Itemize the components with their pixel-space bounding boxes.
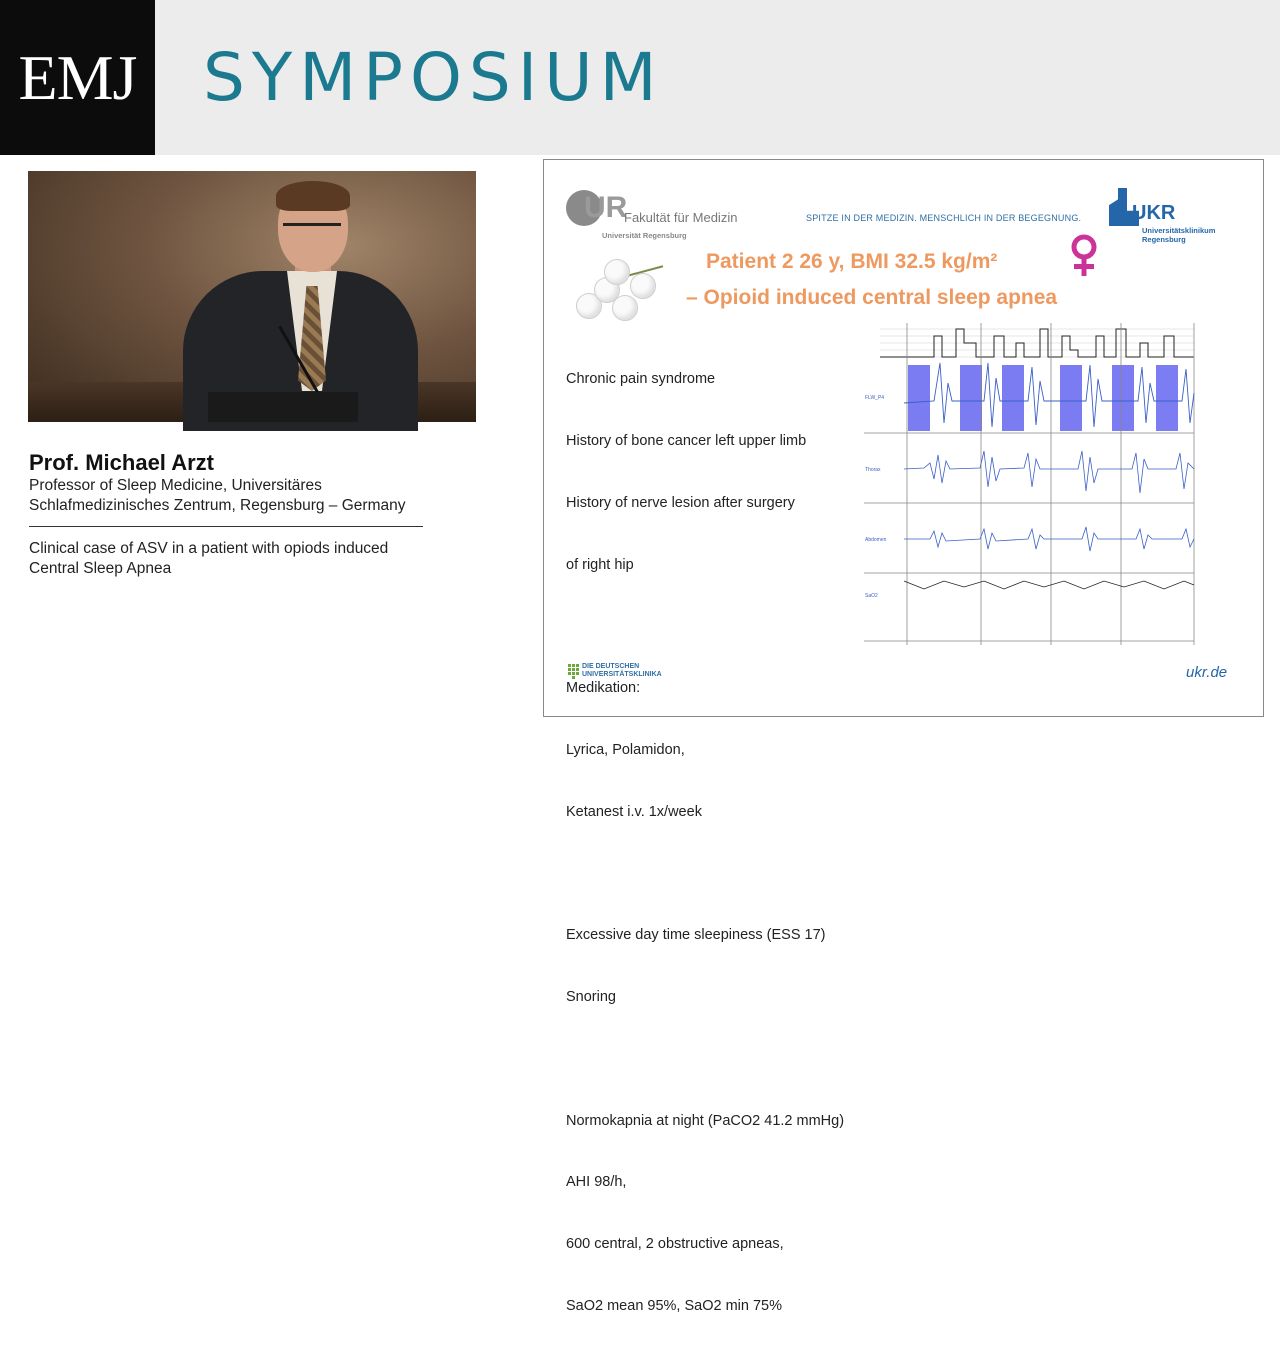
speaker-role-line: Professor of Sleep Medicine, Universitäres <box>29 477 322 494</box>
speaker-glasses <box>283 223 341 238</box>
faculty-label: Fakultät für Medizin <box>624 210 738 225</box>
apnea-marker <box>908 365 930 431</box>
podium <box>208 392 358 422</box>
orchid-petal <box>604 259 630 285</box>
footer-line: DIE DEUTSCHEN <box>582 663 640 670</box>
speaker-name: Prof. Michael Arzt <box>29 450 214 475</box>
university-label: Universität Regensburg <box>602 231 687 240</box>
detail-line: AHI 98/h, <box>566 1174 627 1191</box>
detail-line: Chronic pain syndrome <box>566 371 716 388</box>
slide-title-line2: – Opioid induced central sleep apnea <box>686 286 1058 309</box>
ukr-url: ukr.de <box>1186 664 1228 681</box>
universitaetsklinika-label <box>582 663 662 679</box>
speaker-role-line: Schlafmedizinisches Zentrum, Regensburg – Germany <box>29 497 406 514</box>
flow-channel-label: FLW_P4 <box>865 395 885 401</box>
speaker-hair <box>276 181 350 211</box>
female-symbol-icon <box>1068 234 1100 278</box>
speaker-role <box>29 476 405 516</box>
detail-line: of right hip <box>566 556 634 573</box>
footer-line: UNIVERSITÄTSKLINIKA <box>582 671 662 678</box>
detail-line <box>566 1049 844 1070</box>
detail-line: Snoring <box>566 989 616 1005</box>
detail-line <box>566 616 844 637</box>
thorax-channel-label: Thorax <box>865 467 881 473</box>
ukr-logo-subtitle <box>1142 226 1215 244</box>
detail-line: Lyrica, Polamidon, <box>566 741 685 758</box>
detail-line: SaO2 mean 95%, SaO2 min 75% <box>566 1297 783 1314</box>
talk-title-line: Central Sleep Apnea <box>29 560 172 577</box>
orchid-petal <box>630 273 656 299</box>
detail-line: History of nerve lesion after surgery <box>566 494 795 511</box>
polysomnography-chart <box>864 323 1194 645</box>
sao2-channel-label: SaO2 <box>865 593 878 599</box>
detail-line: Excessive day time sleepiness (ESS 17) <box>566 927 826 944</box>
detail-line <box>566 863 844 884</box>
apnea-marker <box>1156 365 1178 431</box>
universitaetsklinika-logo-icon <box>566 662 582 682</box>
header-bar <box>0 0 1280 155</box>
slide-title <box>686 244 1058 316</box>
speaker-video <box>28 171 476 422</box>
apnea-marker <box>1060 365 1082 431</box>
patient-details <box>566 328 844 1358</box>
apnea-marker <box>1112 365 1134 431</box>
motto-text: SPITZE IN DER MEDIZIN. MENSCHLICH IN DER BEGEGNUNG. <box>806 213 1082 223</box>
symposium-title: SYMPOSIUM <box>203 39 664 116</box>
divider <box>29 526 423 527</box>
talk-title <box>29 539 388 579</box>
emj-logo: EMJ <box>0 0 155 155</box>
detail-line: Medikation: <box>566 680 641 697</box>
orchid-image <box>574 255 669 325</box>
ukr-logo-text: UKR <box>1132 202 1176 224</box>
ur-logo-text: UR <box>584 191 628 224</box>
apnea-marker <box>1002 365 1024 431</box>
ukr-sub-line: Regensburg <box>1142 235 1186 244</box>
ukr-sub-line: Universitätsklinikum <box>1142 226 1216 235</box>
presentation-slide <box>543 159 1264 1314</box>
talk-title-line: Clinical case of ASV in a patient with opiods induced <box>29 540 389 557</box>
detail-line: Normokapnia at night (PaCO2 41.2 mmHg) <box>566 1112 845 1129</box>
detail-line: History of bone cancer left upper limb <box>566 432 807 449</box>
detail-line: Ketanest i.v. 1x/week <box>566 803 702 820</box>
abdomen-channel-label: Abdomen <box>865 537 887 543</box>
slide-title-line1: Patient 2 26 y, BMI 32.5 kg/m² <box>706 250 998 273</box>
detail-line: 600 central, 2 obstructive apneas, <box>566 1236 784 1253</box>
orchid-petal <box>612 295 638 321</box>
apnea-marker <box>960 365 982 431</box>
